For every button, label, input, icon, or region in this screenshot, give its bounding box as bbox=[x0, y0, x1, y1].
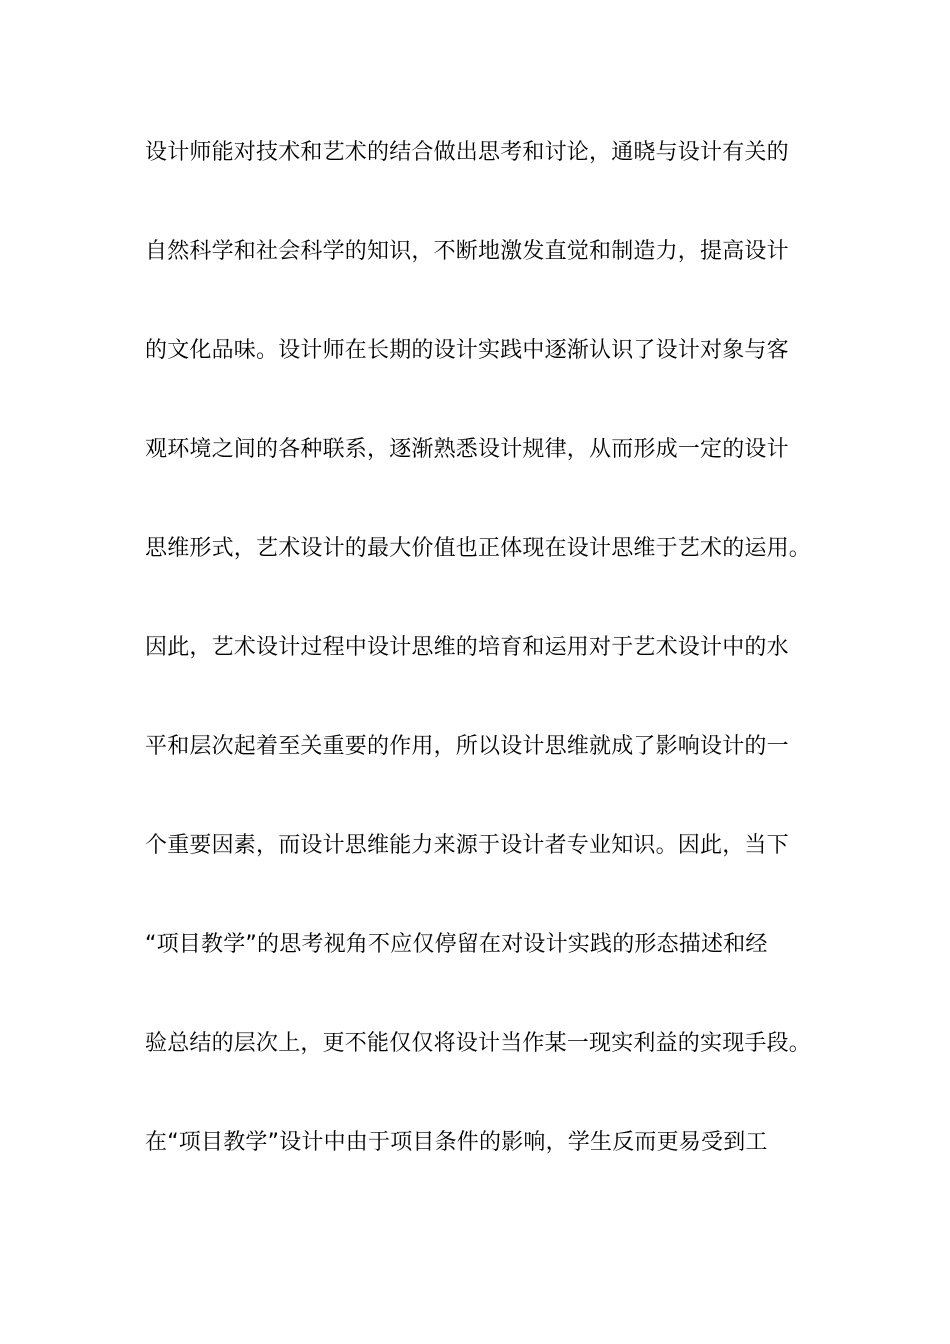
body-text bbox=[145, 137, 825, 1226]
text-line: 观环境之间的各种联系，逐渐熟悉设计规律，从而形成一定的设计 bbox=[145, 437, 789, 462]
text-line: “项目教学”的思考视角不应仅停留在对设计实践的形态描述和经 bbox=[145, 932, 768, 957]
text-line: 自然科学和社会科学的知识，不断地激发直觉和制造力，提高设计 bbox=[145, 239, 789, 264]
text-line: 思维形式，艺术设计的最大价值也正体现在设计思维于艺术的运用。 bbox=[145, 536, 812, 561]
text-line: 设计师能对技术和艺术的结合做出思考和讨论，通晓与设计有关的 bbox=[145, 140, 789, 165]
text-line: 验总结的层次上，更不能仅仅将设计当作某一现实利益的实现手段。 bbox=[145, 1031, 812, 1056]
text-line: 个重要因素，而设计思维能力来源于设计者专业知识。因此，当下 bbox=[145, 833, 789, 858]
text-line: 平和层次起着至关重要的作用，所以设计思维就成了影响设计的一 bbox=[145, 734, 789, 759]
text-line: 的文化品味。设计师在长期的设计实践中逐渐认识了设计对象与客 bbox=[145, 338, 789, 363]
text-line: 在“项目教学”设计中由于项目条件的影响，学生反而更易受到工 bbox=[145, 1130, 768, 1155]
text-line: 因此，艺术设计过程中设计思维的培育和运用对于艺术设计中的水 bbox=[145, 635, 789, 660]
